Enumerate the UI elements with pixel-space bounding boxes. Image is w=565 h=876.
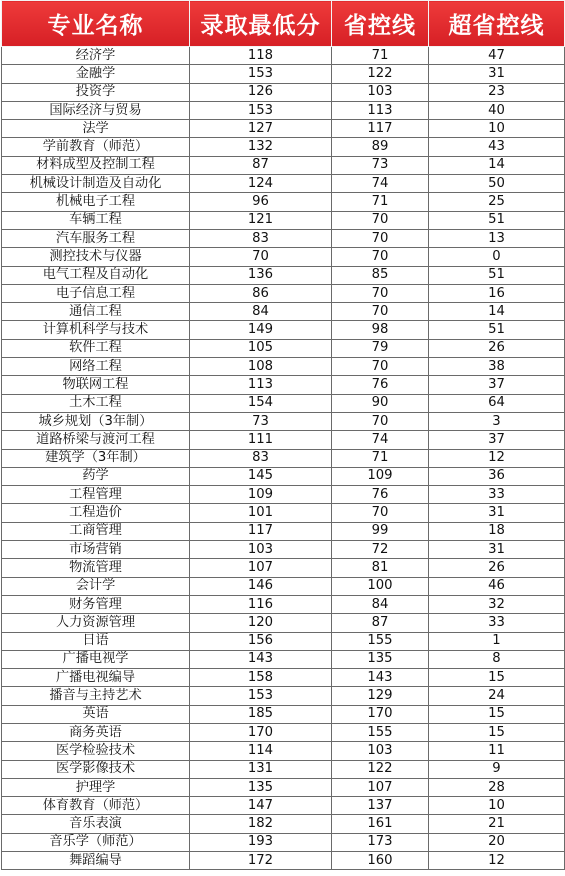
min-score-cell: 83 <box>190 229 332 247</box>
table-header <box>2 1 565 47</box>
major-name-cell: 广播电视学 <box>2 650 190 668</box>
min-score-cell: 154 <box>190 394 332 412</box>
min-score-cell: 118 <box>190 47 332 65</box>
above-line-cell: 24 <box>429 687 565 705</box>
table-row <box>2 797 565 815</box>
above-line-cell: 32 <box>429 595 565 613</box>
min-score-cell: 172 <box>190 852 332 870</box>
major-name-cell: 会计学 <box>2 577 190 595</box>
min-score-cell: 116 <box>190 595 332 613</box>
min-score-cell: 111 <box>190 431 332 449</box>
header-above-line: 超省控线 <box>429 1 565 47</box>
province-line-cell: 70 <box>332 412 429 430</box>
above-line-cell: 18 <box>429 522 565 540</box>
province-line-cell: 137 <box>332 797 429 815</box>
province-line-cell: 84 <box>332 595 429 613</box>
table-row <box>2 449 565 467</box>
major-name-cell: 学前教育（师范） <box>2 138 190 156</box>
min-score-cell: 105 <box>190 339 332 357</box>
above-line-cell: 31 <box>429 504 565 522</box>
header-min-score: 录取最低分 <box>190 1 332 47</box>
min-score-cell: 131 <box>190 760 332 778</box>
province-line-cell: 117 <box>332 120 429 138</box>
above-line-cell: 64 <box>429 394 565 412</box>
province-line-cell: 100 <box>332 577 429 595</box>
min-score-cell: 117 <box>190 522 332 540</box>
table-row <box>2 687 565 705</box>
above-line-cell: 37 <box>429 431 565 449</box>
province-line-cell: 76 <box>332 376 429 394</box>
major-name-cell: 汽车服务工程 <box>2 229 190 247</box>
min-score-cell: 96 <box>190 193 332 211</box>
major-name-cell: 英语 <box>2 705 190 723</box>
min-score-cell: 73 <box>190 412 332 430</box>
major-name-cell: 财务管理 <box>2 595 190 613</box>
table-row <box>2 138 565 156</box>
major-name-cell: 医学影像技术 <box>2 760 190 778</box>
major-name-cell: 体育教育（师范） <box>2 797 190 815</box>
table-row <box>2 541 565 559</box>
major-name-cell: 计算机科学与技术 <box>2 321 190 339</box>
major-name-cell: 电气工程及自动化 <box>2 266 190 284</box>
province-line-cell: 70 <box>332 211 429 229</box>
above-line-cell: 36 <box>429 467 565 485</box>
province-line-cell: 74 <box>332 175 429 193</box>
above-line-cell: 50 <box>429 175 565 193</box>
province-line-cell: 70 <box>332 248 429 266</box>
min-score-cell: 113 <box>190 376 332 394</box>
province-line-cell: 76 <box>332 486 429 504</box>
table-row <box>2 431 565 449</box>
province-line-cell: 70 <box>332 504 429 522</box>
major-name-cell: 金融学 <box>2 65 190 83</box>
table-row <box>2 577 565 595</box>
province-line-cell: 85 <box>332 266 429 284</box>
above-line-cell: 14 <box>429 156 565 174</box>
header-row <box>2 1 565 47</box>
major-name-cell: 市场营销 <box>2 541 190 559</box>
major-name-cell: 机械电子工程 <box>2 193 190 211</box>
header-major-name: 专业名称 <box>2 1 190 47</box>
above-line-cell: 26 <box>429 339 565 357</box>
province-line-cell: 70 <box>332 284 429 302</box>
major-name-cell: 车辆工程 <box>2 211 190 229</box>
min-score-cell: 124 <box>190 175 332 193</box>
header-province-line: 省控线 <box>332 1 429 47</box>
min-score-cell: 86 <box>190 284 332 302</box>
province-line-cell: 143 <box>332 669 429 687</box>
above-line-cell: 26 <box>429 559 565 577</box>
min-score-cell: 70 <box>190 248 332 266</box>
min-score-cell: 87 <box>190 156 332 174</box>
above-line-cell: 51 <box>429 266 565 284</box>
major-name-cell: 医学检验技术 <box>2 742 190 760</box>
min-score-cell: 84 <box>190 303 332 321</box>
province-line-cell: 70 <box>332 229 429 247</box>
province-line-cell: 129 <box>332 687 429 705</box>
table-row <box>2 229 565 247</box>
above-line-cell: 23 <box>429 83 565 101</box>
major-name-cell: 材料成型及控制工程 <box>2 156 190 174</box>
province-line-cell: 70 <box>332 358 429 376</box>
min-score-cell: 153 <box>190 101 332 119</box>
table-row <box>2 284 565 302</box>
min-score-cell: 132 <box>190 138 332 156</box>
above-line-cell: 15 <box>429 705 565 723</box>
major-name-cell: 物流管理 <box>2 559 190 577</box>
table-row <box>2 211 565 229</box>
above-line-cell: 33 <box>429 486 565 504</box>
province-line-cell: 170 <box>332 705 429 723</box>
major-name-cell: 土木工程 <box>2 394 190 412</box>
above-line-cell: 46 <box>429 577 565 595</box>
table-row <box>2 669 565 687</box>
min-score-cell: 103 <box>190 541 332 559</box>
above-line-cell: 51 <box>429 321 565 339</box>
table-row <box>2 632 565 650</box>
min-score-cell: 101 <box>190 504 332 522</box>
above-line-cell: 12 <box>429 449 565 467</box>
min-score-cell: 170 <box>190 723 332 741</box>
major-name-cell: 建筑学（3年制） <box>2 449 190 467</box>
table-row <box>2 376 565 394</box>
province-line-cell: 81 <box>332 559 429 577</box>
table-row <box>2 705 565 723</box>
table-row <box>2 650 565 668</box>
table-body <box>2 47 565 870</box>
min-score-cell: 147 <box>190 797 332 815</box>
above-line-cell: 9 <box>429 760 565 778</box>
table-row <box>2 778 565 796</box>
table-row <box>2 266 565 284</box>
major-name-cell: 广播电视编导 <box>2 669 190 687</box>
above-line-cell: 3 <box>429 412 565 430</box>
province-line-cell: 73 <box>332 156 429 174</box>
min-score-cell: 120 <box>190 614 332 632</box>
major-name-cell: 网络工程 <box>2 358 190 376</box>
table-row <box>2 723 565 741</box>
above-line-cell: 15 <box>429 723 565 741</box>
above-line-cell: 40 <box>429 101 565 119</box>
above-line-cell: 37 <box>429 376 565 394</box>
table-row <box>2 83 565 101</box>
table-row <box>2 760 565 778</box>
table-row <box>2 504 565 522</box>
province-line-cell: 71 <box>332 47 429 65</box>
major-name-cell: 软件工程 <box>2 339 190 357</box>
major-name-cell: 商务英语 <box>2 723 190 741</box>
province-line-cell: 89 <box>332 138 429 156</box>
min-score-cell: 126 <box>190 83 332 101</box>
major-name-cell: 药学 <box>2 467 190 485</box>
major-name-cell: 工商管理 <box>2 522 190 540</box>
table-row <box>2 467 565 485</box>
table-row <box>2 156 565 174</box>
table-row <box>2 101 565 119</box>
above-line-cell: 14 <box>429 303 565 321</box>
major-name-cell: 道路桥梁与渡河工程 <box>2 431 190 449</box>
table-row <box>2 815 565 833</box>
province-line-cell: 71 <box>332 193 429 211</box>
min-score-cell: 193 <box>190 833 332 851</box>
above-line-cell: 43 <box>429 138 565 156</box>
table-row <box>2 394 565 412</box>
min-score-cell: 158 <box>190 669 332 687</box>
province-line-cell: 173 <box>332 833 429 851</box>
min-score-cell: 143 <box>190 650 332 668</box>
above-line-cell: 11 <box>429 742 565 760</box>
province-line-cell: 109 <box>332 467 429 485</box>
above-line-cell: 0 <box>429 248 565 266</box>
table-row <box>2 522 565 540</box>
major-name-cell: 护理学 <box>2 778 190 796</box>
above-line-cell: 15 <box>429 669 565 687</box>
table-row <box>2 742 565 760</box>
above-line-cell: 47 <box>429 47 565 65</box>
min-score-cell: 135 <box>190 778 332 796</box>
above-line-cell: 38 <box>429 358 565 376</box>
province-line-cell: 135 <box>332 650 429 668</box>
table-row <box>2 248 565 266</box>
major-name-cell: 经济学 <box>2 47 190 65</box>
province-line-cell: 103 <box>332 83 429 101</box>
major-name-cell: 法学 <box>2 120 190 138</box>
province-line-cell: 74 <box>332 431 429 449</box>
min-score-cell: 109 <box>190 486 332 504</box>
min-score-cell: 153 <box>190 687 332 705</box>
province-line-cell: 72 <box>332 541 429 559</box>
min-score-cell: 153 <box>190 65 332 83</box>
major-name-cell: 物联网工程 <box>2 376 190 394</box>
min-score-cell: 156 <box>190 632 332 650</box>
province-line-cell: 70 <box>332 303 429 321</box>
province-line-cell: 71 <box>332 449 429 467</box>
min-score-cell: 83 <box>190 449 332 467</box>
province-line-cell: 103 <box>332 742 429 760</box>
table-row <box>2 595 565 613</box>
table-row <box>2 412 565 430</box>
province-line-cell: 122 <box>332 65 429 83</box>
major-name-cell: 日语 <box>2 632 190 650</box>
province-line-cell: 87 <box>332 614 429 632</box>
major-name-cell: 工程造价 <box>2 504 190 522</box>
province-line-cell: 107 <box>332 778 429 796</box>
province-line-cell: 90 <box>332 394 429 412</box>
above-line-cell: 1 <box>429 632 565 650</box>
table-row <box>2 614 565 632</box>
province-line-cell: 160 <box>332 852 429 870</box>
province-line-cell: 122 <box>332 760 429 778</box>
major-name-cell: 测控技术与仪器 <box>2 248 190 266</box>
above-line-cell: 8 <box>429 650 565 668</box>
major-name-cell: 电子信息工程 <box>2 284 190 302</box>
major-name-cell: 机械设计制造及自动化 <box>2 175 190 193</box>
province-line-cell: 99 <box>332 522 429 540</box>
min-score-cell: 146 <box>190 577 332 595</box>
min-score-cell: 127 <box>190 120 332 138</box>
table-row <box>2 321 565 339</box>
above-line-cell: 28 <box>429 778 565 796</box>
min-score-cell: 108 <box>190 358 332 376</box>
province-line-cell: 98 <box>332 321 429 339</box>
province-line-cell: 155 <box>332 632 429 650</box>
table-row <box>2 65 565 83</box>
min-score-cell: 107 <box>190 559 332 577</box>
min-score-cell: 145 <box>190 467 332 485</box>
above-line-cell: 20 <box>429 833 565 851</box>
table-row <box>2 833 565 851</box>
min-score-cell: 114 <box>190 742 332 760</box>
above-line-cell: 21 <box>429 815 565 833</box>
table-row <box>2 303 565 321</box>
above-line-cell: 33 <box>429 614 565 632</box>
province-line-cell: 161 <box>332 815 429 833</box>
province-line-cell: 155 <box>332 723 429 741</box>
province-line-cell: 79 <box>332 339 429 357</box>
table-row <box>2 339 565 357</box>
major-name-cell: 舞蹈编导 <box>2 852 190 870</box>
above-line-cell: 31 <box>429 541 565 559</box>
above-line-cell: 51 <box>429 211 565 229</box>
min-score-cell: 149 <box>190 321 332 339</box>
above-line-cell: 12 <box>429 852 565 870</box>
table-row <box>2 852 565 870</box>
above-line-cell: 16 <box>429 284 565 302</box>
min-score-cell: 185 <box>190 705 332 723</box>
admission-score-table <box>1 0 565 870</box>
table-row <box>2 175 565 193</box>
table-row <box>2 486 565 504</box>
above-line-cell: 13 <box>429 229 565 247</box>
min-score-cell: 136 <box>190 266 332 284</box>
major-name-cell: 工程管理 <box>2 486 190 504</box>
above-line-cell: 10 <box>429 120 565 138</box>
table-row <box>2 193 565 211</box>
table-row <box>2 47 565 65</box>
table-row <box>2 559 565 577</box>
major-name-cell: 国际经济与贸易 <box>2 101 190 119</box>
major-name-cell: 播音与主持艺术 <box>2 687 190 705</box>
above-line-cell: 25 <box>429 193 565 211</box>
table-row <box>2 358 565 376</box>
province-line-cell: 113 <box>332 101 429 119</box>
major-name-cell: 音乐学（师范） <box>2 833 190 851</box>
major-name-cell: 投资学 <box>2 83 190 101</box>
major-name-cell: 城乡规划（3年制） <box>2 412 190 430</box>
above-line-cell: 10 <box>429 797 565 815</box>
min-score-cell: 121 <box>190 211 332 229</box>
major-name-cell: 音乐表演 <box>2 815 190 833</box>
min-score-cell: 182 <box>190 815 332 833</box>
major-name-cell: 通信工程 <box>2 303 190 321</box>
above-line-cell: 31 <box>429 65 565 83</box>
major-name-cell: 人力资源管理 <box>2 614 190 632</box>
table-row <box>2 120 565 138</box>
